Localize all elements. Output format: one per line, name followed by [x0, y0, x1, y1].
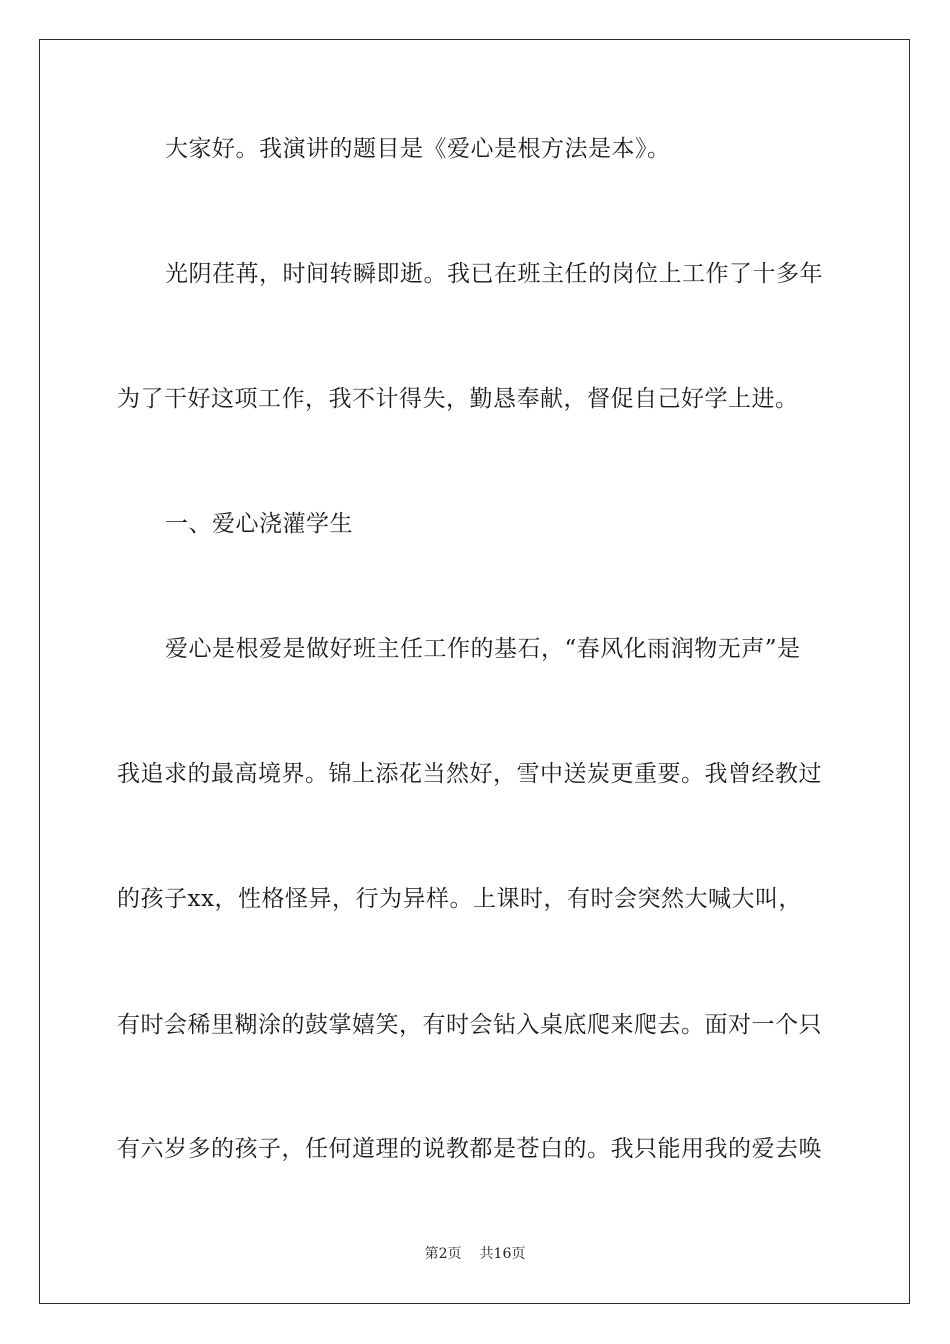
page-total: 共16页	[479, 1246, 526, 1262]
paragraph-line: 为了干好这项工作，我不计得失，勤恳奉献，督促自己好学上进。	[117, 386, 799, 412]
paragraph-line: 有六岁多的孩子，任何道理的说教都是苍白的。我只能用我的爱去唤	[117, 1136, 822, 1162]
page-number: 第2页	[424, 1246, 462, 1262]
paragraph-line: 光阴荏苒，时间转瞬即逝。我已在班主任的岗位上工作了十多年	[165, 261, 823, 287]
paragraph-line: 的孩子xx，性格怪异，行为异样。上课时，有时会突然大喊大叫，	[117, 886, 802, 912]
paragraph-line: 爱心是根爱是做好班主任工作的基石，“春风化雨润物无声”是	[165, 636, 801, 662]
page-border	[39, 39, 910, 1304]
paragraph-line: 有时会稀里糊涂的鼓掌嬉笑，有时会钻入桌底爬来爬去。面对一个只	[117, 1012, 822, 1038]
section-heading: 一、爱心浇灌学生	[165, 511, 353, 537]
page-footer	[0, 1244, 950, 1264]
paragraph-line: 我追求的最高境界。锦上添花当然好，雪中送炭更重要。我曾经教过	[117, 761, 822, 787]
paragraph-line: 大家好。我演讲的题目是《爱心是根方法是本》。	[165, 136, 671, 162]
